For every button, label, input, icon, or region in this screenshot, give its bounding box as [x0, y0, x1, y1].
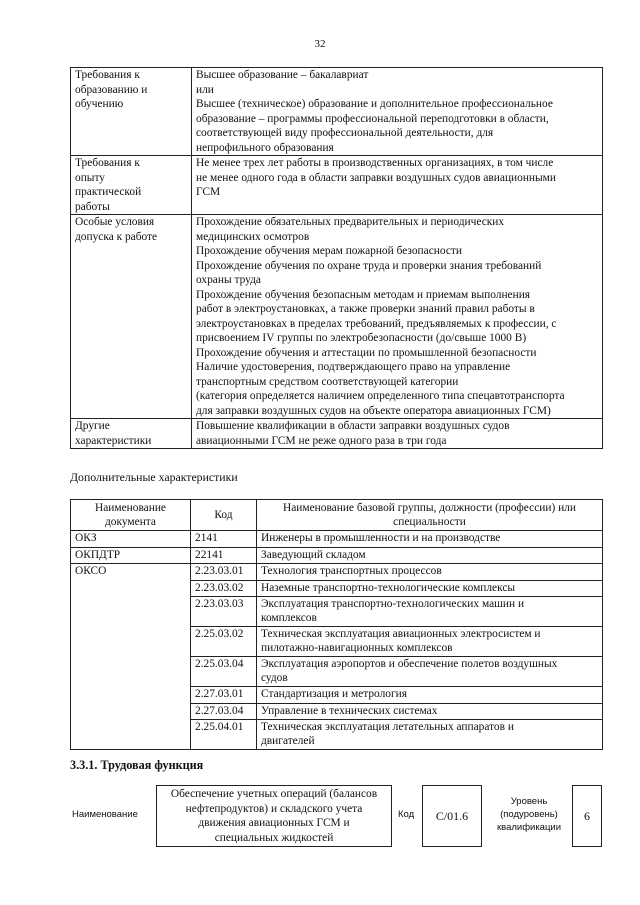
name-cell-line: двигателей	[261, 734, 315, 747]
requirement-value-line: электроустановках в пределах требований, предъявляемых к профессии, с	[196, 317, 557, 330]
name-cell	[257, 597, 603, 627]
requirement-value-line: транспортным средством соответствующей категории	[196, 375, 459, 388]
requirement-row	[71, 215, 603, 419]
function-code-label: Код	[398, 809, 415, 820]
name-cell	[257, 580, 603, 597]
level-label-line: квалификации	[496, 822, 562, 833]
code-cell: 2.27.03.04	[191, 703, 257, 720]
document-cell: ОКЗ	[71, 531, 191, 548]
name-cell	[257, 657, 603, 687]
requirement-value-line: Прохождение обучения безопасным методам и приемам выполнения	[196, 288, 531, 301]
code-cell: 2.25.03.04	[191, 657, 257, 687]
qualification-level-box: 6	[572, 785, 602, 847]
requirement-value-line: медицинских осмотров	[196, 230, 310, 243]
requirement-value-line: Высшее (техническое) образование и дополнительное профессиональное	[196, 98, 553, 110]
function-name-box	[156, 785, 392, 847]
code-cell: 2.23.03.02	[191, 580, 257, 597]
header-name-line: специальности	[393, 516, 466, 528]
requirement-value-line: соответствующей виду профессиональной деятельности, для	[196, 127, 494, 139]
name-cell	[257, 687, 603, 704]
table-row	[71, 547, 603, 564]
function-name-label: Наименование	[72, 809, 138, 820]
function-code-box: С/01.6	[422, 785, 482, 847]
requirement-label-line: опыту	[75, 171, 105, 184]
requirement-label-line: практической	[75, 186, 142, 198]
code-cell: 2.27.03.01	[191, 687, 257, 704]
requirement-value-line: Прохождение обязательных предварительных и периодических	[196, 216, 505, 228]
requirement-value-line: не менее одного года в области заправки воздушных судов авиационными	[196, 171, 556, 184]
function-name-line: специальных жидкостей	[214, 831, 334, 844]
code-cell: 2.23.03.01	[191, 564, 257, 581]
document-cell: ОКСО	[71, 564, 191, 750]
name-cell-line: Техническая эксплуатация летательных аппаратов и	[261, 721, 514, 733]
requirement-label	[71, 419, 192, 449]
requirement-value-line: Наличие удостоверения, подтверждающего право на управление	[196, 361, 511, 373]
requirement-value-line: (категория определяется наличием определенного типа спецавтотранспорта	[196, 390, 565, 402]
requirement-label-line: Особые условия	[75, 216, 155, 228]
function-name-line: движения авиационных ГСМ и	[198, 817, 350, 829]
table-row	[71, 531, 603, 548]
requirement-label-line: работы	[75, 200, 110, 213]
requirement-value	[192, 419, 603, 449]
requirement-value-line: ГСМ	[196, 186, 221, 198]
code-cell: 2.25.04.01	[191, 720, 257, 750]
name-cell	[257, 627, 603, 657]
requirement-label	[71, 68, 192, 156]
table-row	[71, 564, 603, 581]
name-cell	[257, 703, 603, 720]
requirement-label-line: характеристики	[75, 434, 152, 447]
requirement-value-line: авиационными ГСМ не реже одного раза в три года	[196, 434, 447, 447]
requirements-table	[70, 67, 603, 449]
code-cell: 2.23.03.03	[191, 597, 257, 627]
name-cell-line: судов	[261, 671, 288, 684]
name-cell-line: Технология транспортных процессов	[261, 565, 442, 577]
qualification-level-label	[493, 795, 565, 834]
code-cell: 2.25.03.02	[191, 627, 257, 657]
requirement-value-line: образование – программы профессиональной переподготовки в области,	[196, 112, 549, 125]
requirement-value-line: охраны труда	[196, 274, 261, 286]
requirement-row	[71, 68, 603, 156]
name-cell-line: Наземные транспортно-технологические комплексы	[261, 581, 516, 594]
level-label-line: Уровень	[510, 796, 548, 807]
requirement-value-line: Высшее образование – бакалавриат	[196, 69, 369, 81]
header-document-line: документа	[105, 516, 156, 528]
requirement-label-line: обучению	[75, 98, 124, 110]
requirement-row	[71, 156, 603, 215]
additional-characteristics-title: Дополнительные характеристики	[70, 470, 238, 484]
additional-characteristics-table	[70, 499, 603, 750]
requirement-label-line: образованию и	[75, 83, 148, 96]
requirement-value-line: Прохождение обучения и аттестации по промышленной безопасности	[196, 346, 537, 359]
level-label-line: (подуровень)	[500, 809, 558, 820]
page-number: 32	[314, 38, 326, 50]
requirement-label-line: Требования к	[75, 69, 140, 81]
name-cell	[257, 720, 603, 750]
requirement-value-line: или	[196, 83, 214, 96]
name-cell	[257, 547, 603, 564]
requirement-label-line: допуска к работе	[75, 230, 158, 243]
header-name	[257, 500, 603, 531]
requirement-value	[192, 68, 603, 156]
name-cell-line: Заведующий складом	[261, 548, 366, 561]
name-cell-line: Инженеры в промышленности и на производстве	[261, 532, 501, 544]
requirement-value-line: работ в электроустановках, а также проверки знаний правил работы в	[196, 303, 535, 315]
requirement-label	[71, 156, 192, 215]
name-cell-line: Эксплуатация аэропортов и обеспечение полетов воздушных	[261, 658, 558, 670]
header-document-line: Наименование	[95, 502, 166, 514]
function-name-line: Обеспечение учетных операций (балансов	[170, 788, 378, 800]
requirement-value-line: Прохождение обучения по охране труда и проверки знания требований	[196, 259, 542, 272]
header-name-line: Наименование базовой группы, должности (профессии) или	[283, 502, 576, 514]
name-cell-line: Стандартизация и метрология	[261, 688, 407, 700]
name-cell	[257, 531, 603, 548]
name-cell	[257, 564, 603, 581]
name-cell-line: комплексов	[261, 611, 317, 624]
requirement-value	[192, 156, 603, 215]
labor-function-title: 3.3.1. Трудовая функция	[70, 758, 204, 772]
name-cell-line: Эксплуатация транспортно-технологических машин и	[261, 598, 525, 610]
header-code: Код	[191, 500, 257, 531]
requirement-value-line: присвоением IV группы по электробезопасности (до/свыше 1000 В)	[196, 332, 527, 344]
requirement-label-line: Другие	[75, 420, 110, 432]
function-name-line: нефтепродуктов) и складского учета	[185, 802, 363, 815]
requirement-label-line: Требования к	[75, 157, 140, 169]
requirement-value-line: для заправки воздушных судов на объекте оператора авиационных ГСМ)	[196, 404, 551, 417]
header-document	[71, 500, 191, 531]
requirement-value-line: Повышение квалификации в области заправки воздушных судов	[196, 420, 510, 432]
table-header-row	[71, 500, 603, 531]
name-cell-line: Техническая эксплуатация авиационных электросистем и	[261, 628, 541, 640]
name-cell-line: пилотажно-навигационных комплексов	[261, 641, 453, 654]
requirement-row	[71, 419, 603, 449]
document-cell: ОКПДТР	[71, 547, 191, 564]
requirement-label	[71, 215, 192, 419]
code-cell: 22141	[191, 547, 257, 564]
requirement-value-line: Не менее трех лет работы в производственных организациях, в том числе	[196, 157, 554, 169]
code-cell: 2141	[191, 531, 257, 548]
name-cell-line: Управление в технических системах	[261, 704, 438, 717]
requirement-value	[192, 215, 603, 419]
requirement-value-line: Прохождение обучения мерам пожарной безопасности	[196, 245, 462, 257]
requirement-value-line: непрофильного образования	[196, 141, 334, 154]
